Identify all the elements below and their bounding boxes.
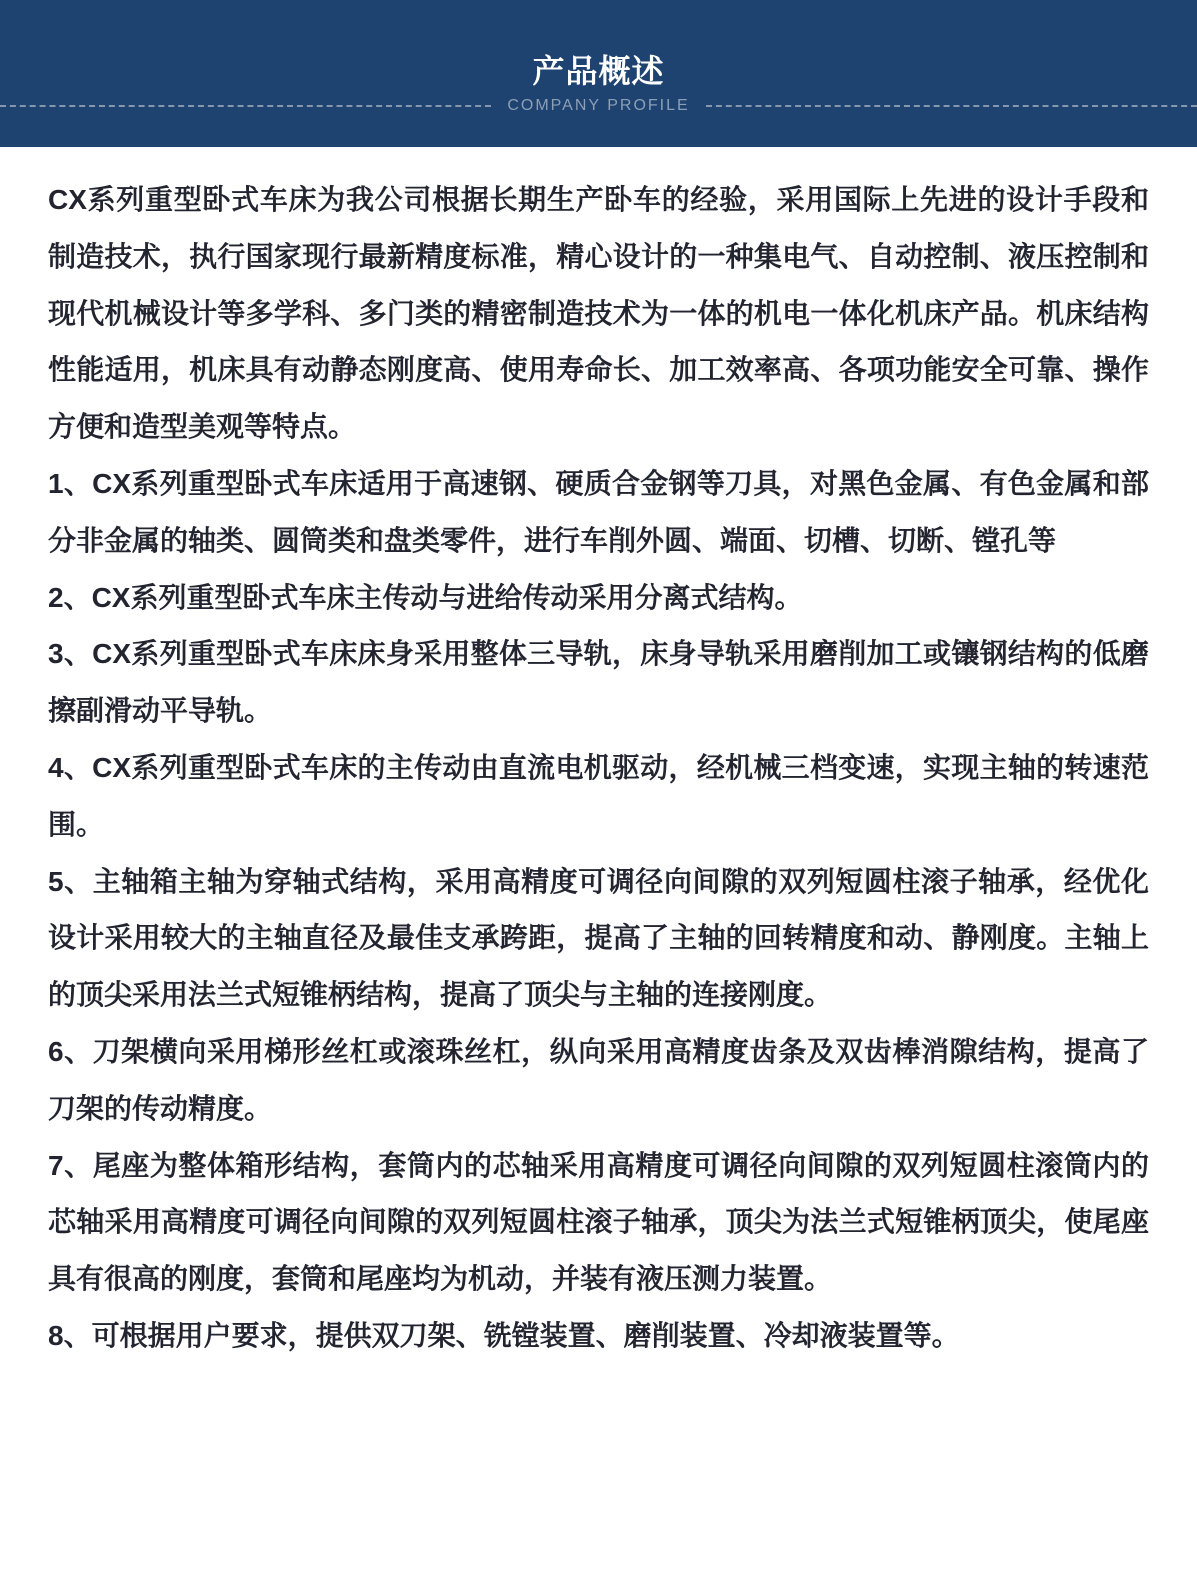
overview-paragraph-item-7: 7、尾座为整体箱形结构，套筒内的芯轴采用高精度可调径向间隙的双列短圆柱滚筒内的芯轴采用高精度可调径向间隙的双列短圆柱滚子轴承，顶尖为法兰式短锥柄顶尖，使尾座具有很高的刚度，套筒和尾座均为机动，并装有液压测力装置。 [48,1149,1149,1295]
page-subtitle: COMPANY PROFILE [507,97,690,114]
product-overview-content [0,147,1197,1425]
overview-paragraph-item-4: 4、CX系列重型卧式车床的主传动由直流电机驱动，经机械三档变速，实现主轴的转速范围。 [48,751,1149,840]
overview-paragraph-item-8: 8、可根据用户要求，提供双刀架、铣镗装置、磨削装置、冷却液装置等。 [48,1319,960,1351]
subtitle-row [0,94,1197,118]
overview-paragraph-intro: CX系列重型卧式车床为我公司根据长期生产卧车的经验，采用国际上先进的设计手段和制造技术，执行国家现行最新精度标准，精心设计的一种集电气、自动控制、液压控制和现代机械设计等多学科、多门类的精密制造技术为一体的机电一体化机床产品。机床结构性能适用，机床具有动静态刚度高、使用寿命长、加工效率高、各项功能安全可靠、操作方便和造型美观等特点。 [48,184,1149,443]
overview-paragraph-item-3: 3、CX系列重型卧式车床床身采用整体三导轨，床身导轨采用磨削加工或镶钢结构的低磨擦副滑动平导轨。 [48,638,1149,727]
overview-paragraph-item-2: 2、CX系列重型卧式车床主传动与进给传动采用分离式结构。 [48,581,803,613]
page-title: 产品概述 [532,53,665,89]
subtitle-dash-right [706,105,1197,107]
overview-paragraph-item-1: 1、CX系列重型卧式车床适用于高速钢、硬质合金钢等刀具，对黑色金属、有色金属和部分非金属的轴类、圆筒类和盘类零件，进行车削外圆、端面、切槽、切断、镗孔等 [48,467,1149,556]
subtitle-dash-left [0,105,491,107]
section-header-banner [0,0,1197,147]
overview-paragraph-item-5: 5、主轴箱主轴为穿轴式结构，采用高精度可调径向间隙的双列短圆柱滚子轴承，经优化设计采用较大的主轴直径及最佳支承跨距，提高了主轴的回转精度和动、静刚度。主轴上的顶尖采用法兰式短锥柄结构，提高了顶尖与主轴的连接刚度。 [48,865,1149,1011]
overview-paragraph-item-6: 6、刀架横向采用梯形丝杠或滚珠丝杠，纵向采用高精度齿条及双齿棒消隙结构，提高了刀架的传动精度。 [48,1035,1149,1124]
